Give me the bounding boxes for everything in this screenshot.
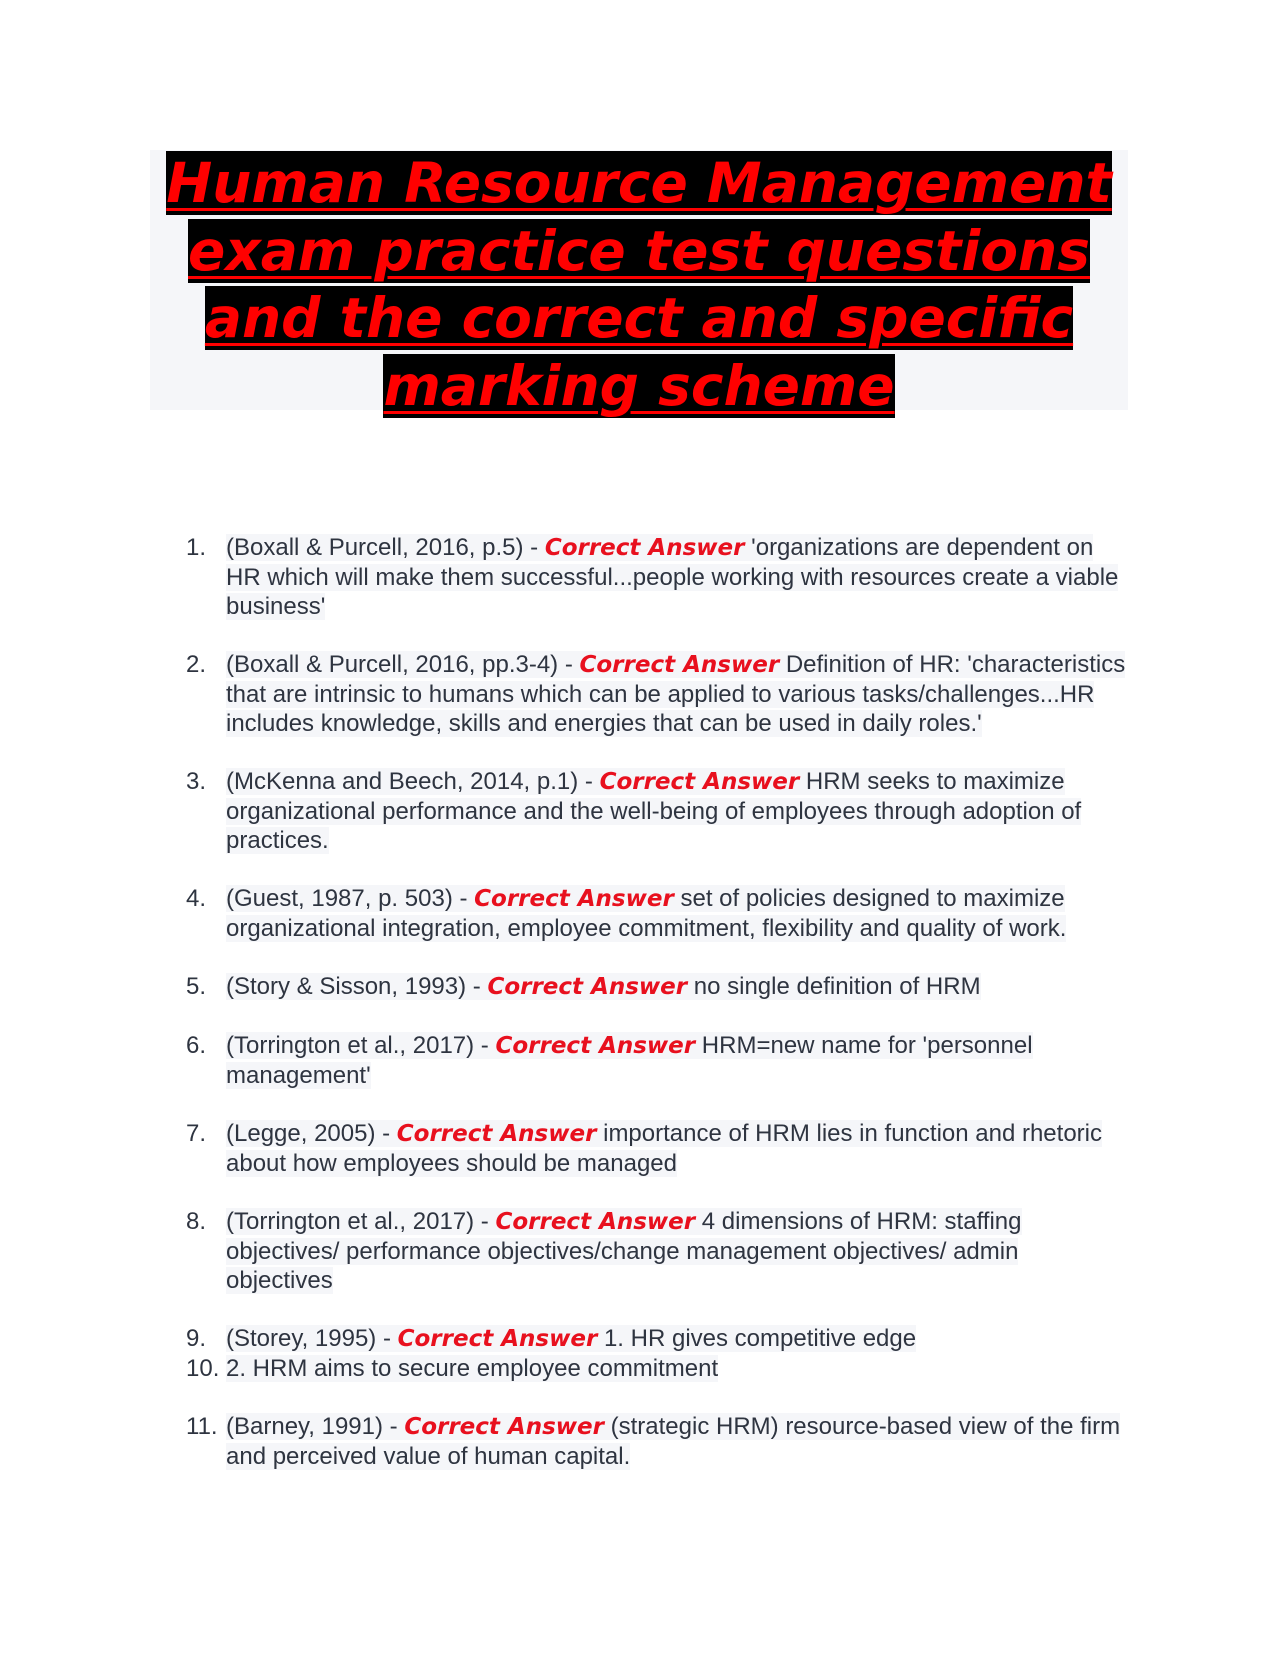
item-number: 6. — [186, 1032, 207, 1059]
answer-list — [186, 533, 1126, 1500]
list-item — [186, 1031, 1126, 1090]
item-citation: (Guest, 1987, p. 503) - — [226, 885, 475, 912]
list-item — [186, 1412, 1126, 1471]
item-number: 8. — [186, 1208, 207, 1235]
item-citation: (Torrington et al., 2017) - — [226, 1032, 496, 1059]
title-box — [150, 150, 1128, 418]
item-citation: (Boxall & Purcell, 2016, pp.3-4) - — [226, 651, 580, 678]
item-citation: (Torrington et al., 2017) - — [226, 1208, 496, 1235]
item-answer: (strategic HRM) resource-based view of the firm and perceived value of human capital. — [226, 1413, 1121, 1470]
correct-answer-label: Correct Answer — [487, 974, 688, 1000]
item-number: 10. — [186, 1355, 220, 1382]
item-answer: Definition of HR: 'characteristics that are intrinsic to humans which can be applied to various tasks/challenges...HR includes knowledge, skills and energies that can be used in daily roles.' — [226, 651, 1126, 737]
item-citation: (Legge, 2005) - — [226, 1120, 397, 1147]
list-item — [186, 650, 1126, 738]
item-number: 11. — [186, 1413, 218, 1440]
item-citation: (Barney, 1991) - — [226, 1413, 405, 1440]
item-citation: (Storey, 1995) - — [226, 1325, 398, 1352]
item-answer: importance of HRM lies in function and rhetoric about how employees should be managed — [226, 1120, 1102, 1177]
list-item — [186, 1354, 1126, 1383]
correct-answer-label: Correct Answer — [397, 1326, 598, 1352]
item-number: 1. — [186, 534, 207, 561]
item-answer: set of policies designed to maximize organizational integration, employee commitment, flexibility and quality of work. — [226, 885, 1067, 942]
item-citation: (Story & Sisson, 1993) - — [226, 973, 488, 1000]
list-item — [186, 533, 1126, 621]
correct-answer-label: Correct Answer — [404, 1414, 604, 1440]
correct-answer-label: Correct Answer — [544, 535, 745, 561]
correct-answer-label: Correct Answer — [474, 886, 674, 912]
item-answer: no single definition of HRM — [687, 973, 981, 1000]
correct-answer-label: Correct Answer — [579, 652, 780, 678]
item-answer: HRM seeks to maximize organizational performance and the well-being of employees through adoption of practices. — [226, 768, 1082, 854]
list-item — [186, 1207, 1126, 1295]
item-number: 2. — [186, 651, 207, 678]
item-number: 3. — [186, 768, 207, 795]
correct-answer-label: Correct Answer — [495, 1209, 696, 1235]
item-citation: (Boxall & Purcell, 2016, p.5) - — [226, 534, 545, 561]
correct-answer-label: Correct Answer — [599, 769, 800, 795]
item-answer: 4 dimensions of HRM: staffing objectives/ performance objectives/change management objectives/ admin objectives — [226, 1208, 1022, 1294]
list-item — [186, 1119, 1126, 1178]
item-answer: 2. HRM aims to secure employee commitment — [226, 1355, 719, 1382]
correct-answer-label: Correct Answer — [495, 1033, 696, 1059]
item-answer: HRM=new name for 'personnel management' — [226, 1032, 1033, 1089]
item-answer: 'organizations are dependent on HR which will make them successful...people working with resources create a viable business' — [226, 534, 1119, 620]
item-number: 7. — [186, 1120, 207, 1147]
item-number: 4. — [186, 885, 207, 912]
list-item — [186, 884, 1126, 943]
document-title: Human Resource Management exam practice test questions and the correct and specific marking scheme — [166, 151, 1112, 418]
list-item — [186, 767, 1126, 855]
item-citation: (McKenna and Beech, 2014, p.1) - — [226, 768, 600, 795]
list-item — [186, 1324, 1126, 1354]
item-number: 5. — [186, 973, 207, 1000]
item-number: 9. — [186, 1325, 207, 1352]
item-answer: 1. HR gives competitive edge — [597, 1325, 917, 1352]
list-item — [186, 972, 1126, 1002]
correct-answer-label: Correct Answer — [396, 1121, 597, 1147]
